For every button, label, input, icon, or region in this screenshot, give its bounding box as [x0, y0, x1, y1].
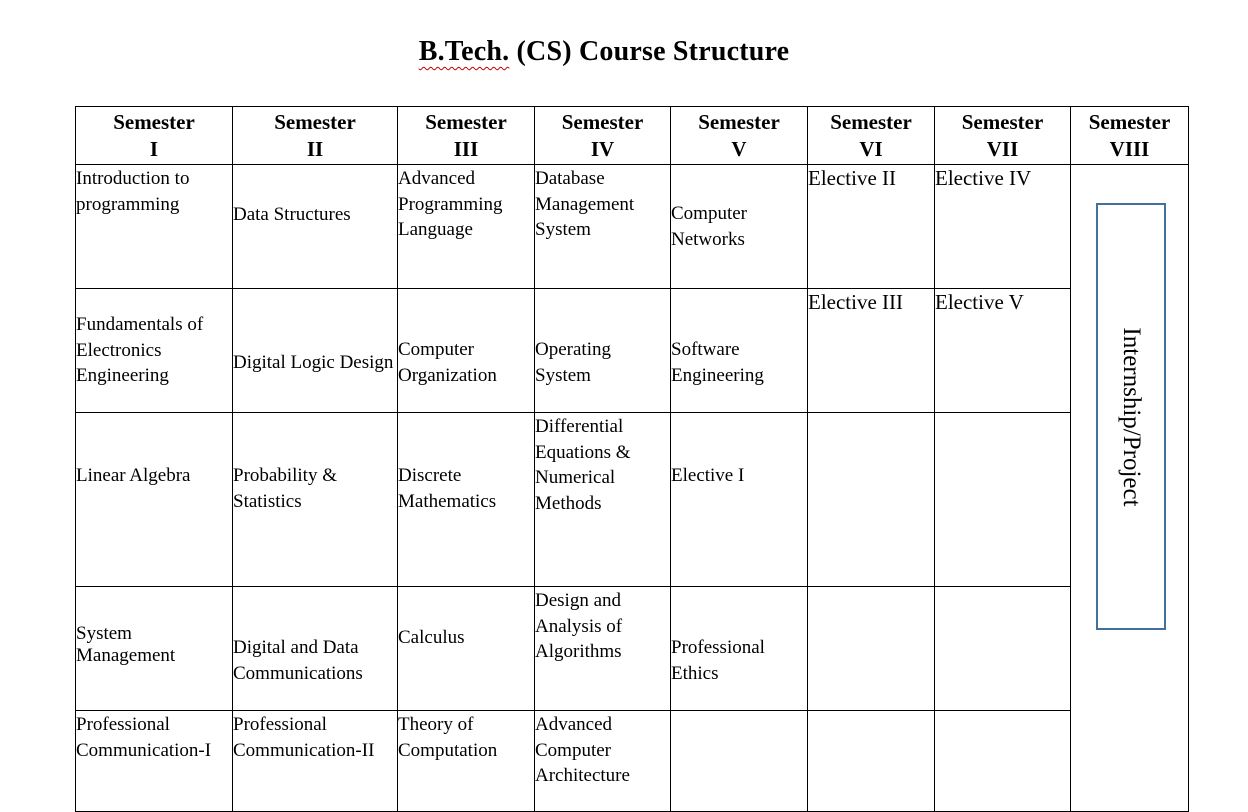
- course-cell: Calculus: [398, 587, 535, 711]
- empty-cell: [808, 413, 935, 587]
- table-row: [76, 413, 1189, 587]
- course-cell: Data Structures: [233, 165, 398, 289]
- course-cell: Fundamentals of Electronics Engineering: [76, 289, 233, 413]
- empty-cell: [935, 587, 1071, 711]
- empty-cell: [671, 711, 808, 812]
- course-cell: Advanced Computer Architecture: [535, 711, 671, 812]
- course-cell: System Management: [76, 587, 233, 711]
- elective-cell: Elective II: [808, 165, 935, 289]
- course-cell: Software Engineering: [671, 289, 808, 413]
- title-prefix: B.Tech.: [418, 36, 510, 67]
- document-title: [0, 36, 1208, 68]
- elective-cell: Elective III: [808, 289, 935, 413]
- empty-cell: [935, 413, 1071, 587]
- header-numeral: IV: [590, 136, 615, 161]
- table-row: [76, 165, 1189, 289]
- header-numeral: VI: [859, 136, 883, 161]
- header-numeral: III: [453, 136, 479, 161]
- elective-cell: Elective V: [935, 289, 1071, 413]
- course-cell: Discrete Mathematics: [398, 413, 535, 587]
- header-word: Semester: [698, 109, 780, 134]
- course-cell: Advanced Programming Language: [398, 165, 535, 289]
- header-word: Semester: [425, 109, 507, 134]
- title-suffix: (CS) Course Structure: [509, 36, 790, 67]
- header-word: Semester: [1088, 109, 1171, 134]
- elective-cell: Elective IV: [935, 165, 1071, 289]
- course-cell: Professional Ethics: [671, 587, 808, 711]
- empty-cell: [808, 587, 935, 711]
- header-semester-4: [535, 107, 671, 165]
- course-cell: Professional Communication-II: [233, 711, 398, 812]
- course-cell: Design and Analysis of Algorithms: [535, 587, 671, 711]
- table-row: [76, 711, 1189, 812]
- empty-cell: [808, 711, 935, 812]
- header-semester-3: [398, 107, 535, 165]
- header-semester-8: [1071, 107, 1189, 165]
- table-row: [76, 289, 1189, 413]
- header-numeral: VIII: [1109, 136, 1150, 161]
- header-semester-5: [671, 107, 808, 165]
- table-row: [76, 587, 1189, 711]
- header-numeral: II: [306, 136, 324, 161]
- header-word: Semester: [830, 109, 912, 134]
- course-cell: Computer Organization: [398, 289, 535, 413]
- header-word: Semester: [113, 109, 195, 134]
- course-cell: Theory of Computation: [398, 711, 535, 812]
- course-cell: Introduction to programming: [76, 165, 233, 289]
- course-cell: Professional Communication-I: [76, 711, 233, 812]
- header-word: Semester: [961, 109, 1044, 134]
- course-cell: Probability & Statistics: [233, 413, 398, 587]
- course-cell: Digital and Data Communications: [233, 587, 398, 711]
- header-word: Semester: [561, 109, 644, 134]
- header-numeral: VII: [986, 136, 1019, 161]
- course-structure-table: [75, 106, 1189, 812]
- internship-box: [1096, 203, 1166, 630]
- header-semester-7: [935, 107, 1071, 165]
- header-numeral: I: [149, 136, 159, 161]
- course-cell: Database Management System: [535, 165, 671, 289]
- course-cell: Elective I: [671, 413, 808, 587]
- course-cell: Computer Networks: [671, 165, 808, 289]
- header-numeral: V: [731, 136, 747, 161]
- header-semester-2: [233, 107, 398, 165]
- course-cell: Operating System: [535, 289, 671, 413]
- header-row: [76, 107, 1189, 165]
- header-word: Semester: [274, 109, 356, 134]
- internship-cell: [1071, 165, 1189, 812]
- empty-cell: [935, 711, 1071, 812]
- header-semester-6: [808, 107, 935, 165]
- course-cell: Digital Logic Design: [233, 289, 398, 413]
- internship-label: Internship/Project: [1118, 326, 1145, 507]
- course-cell: Linear Algebra: [76, 413, 233, 587]
- course-cell: Differential Equations & Numerical Methods: [535, 413, 671, 587]
- header-semester-1: [76, 107, 233, 165]
